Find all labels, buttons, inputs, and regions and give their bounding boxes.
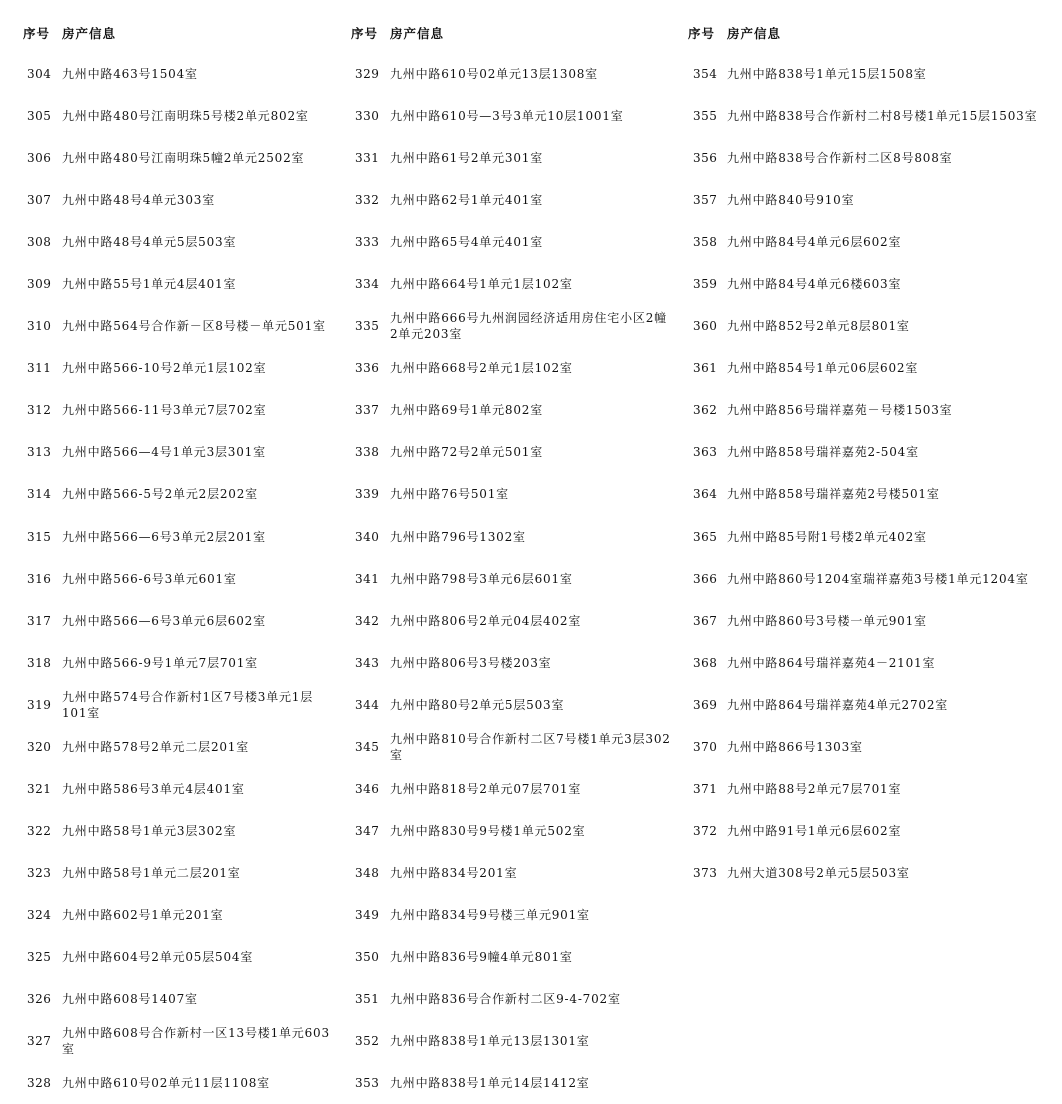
property-info [62, 978, 338, 1020]
serial-number: 336 [355, 361, 380, 376]
property-info-text: 九州中路806号3号楼203室 [390, 655, 552, 670]
table-row [338, 137, 674, 179]
property-info [727, 137, 1062, 179]
table-row [674, 53, 1062, 95]
serial-number: 315 [27, 529, 52, 544]
table-row [0, 684, 338, 726]
table-row [0, 726, 338, 768]
serial-number: 325 [27, 949, 52, 964]
property-info-header: 房产信息 [62, 26, 117, 41]
property-info-text: 九州中路806号2单元04层402室 [390, 613, 582, 628]
serial-number: 326 [27, 992, 52, 1007]
property-info [727, 95, 1062, 137]
serial-number: 333 [355, 235, 380, 250]
property-info [62, 473, 338, 515]
column-header [0, 22, 338, 44]
property-info [727, 768, 1062, 810]
property-info-text: 九州中路48号4单元5层503室 [62, 235, 237, 250]
property-info-text: 九州中路69号1单元802室 [390, 403, 544, 418]
property-info [727, 389, 1062, 431]
serial-number: 361 [693, 361, 718, 376]
property-info-text: 九州中路91号1单元6层602室 [727, 823, 902, 838]
property-info-text: 九州中路838号1单元15层1508室 [727, 67, 927, 81]
property-info [390, 305, 674, 347]
property-info-text: 九州中路566-6号3单元601室 [62, 571, 237, 586]
table-row [338, 389, 674, 431]
property-info [390, 852, 674, 894]
property-info-text: 九州中路858号瑞祥嘉苑2-504室 [727, 445, 919, 460]
property-info-text: 九州中路866号1303室 [727, 739, 863, 754]
property-info [390, 684, 674, 726]
property-info [390, 137, 674, 179]
serial-number: 371 [693, 781, 718, 796]
property-info-text: 九州中路48号4单元303室 [62, 193, 216, 208]
property-info-text: 九州中路834号9号楼三单元901室 [390, 907, 590, 922]
property-info [390, 810, 674, 852]
table-row [338, 894, 674, 936]
property-info [390, 221, 674, 263]
listing-rows [0, 53, 338, 1104]
serial-number: 362 [693, 403, 718, 418]
property-info-text: 九州中路566-11号3单元7层702室 [62, 403, 267, 418]
property-info-text: 九州中路798号3单元6层601室 [390, 571, 573, 586]
table-row [674, 642, 1062, 684]
table-row [674, 263, 1062, 305]
listing-rows [674, 53, 1062, 894]
table-row [338, 936, 674, 978]
property-info-text: 九州中路566—6号3单元6层602室 [62, 613, 266, 628]
property-info [727, 726, 1062, 768]
property-info [727, 852, 1062, 894]
serial-number: 352 [355, 1034, 380, 1049]
serial-number: 312 [27, 403, 52, 418]
table-row [0, 978, 338, 1020]
serial-number: 372 [693, 823, 718, 838]
table-row [338, 978, 674, 1020]
property-info [390, 894, 674, 936]
serial-number: 370 [693, 739, 718, 754]
property-info-text: 九州中路666号九州润园经济适用房住宅小区2幢2单元203室 [390, 311, 667, 342]
table-row [0, 389, 338, 431]
property-info-text: 九州中路796号1302室 [390, 529, 526, 544]
serial-number: 327 [27, 1034, 52, 1049]
serial-number: 353 [355, 1076, 380, 1091]
table-row [0, 179, 338, 221]
property-info [62, 516, 338, 558]
property-info-text: 九州中路854号1单元06层602室 [727, 361, 919, 376]
serial-number: 360 [693, 319, 718, 334]
serial-number: 358 [693, 235, 718, 250]
serial-number: 354 [693, 67, 718, 81]
serial-number: 373 [693, 865, 718, 880]
property-info [62, 600, 338, 642]
property-info [390, 600, 674, 642]
table-row [338, 179, 674, 221]
table-row [674, 305, 1062, 347]
property-info-text: 九州中路80号2单元5层503室 [390, 697, 565, 712]
property-info [390, 347, 674, 389]
table-row [674, 516, 1062, 558]
serial-number: 305 [27, 109, 52, 124]
serial-number: 309 [27, 277, 52, 292]
property-info [727, 642, 1062, 684]
property-info [62, 642, 338, 684]
property-info-text: 九州中路608号合作新村一区13号楼1单元603室 [62, 1026, 330, 1057]
property-info [390, 726, 674, 768]
table-row [0, 221, 338, 263]
property-info-text: 九州中路610号02单元11层1108室 [62, 1076, 270, 1091]
serial-number: 349 [355, 907, 380, 922]
property-info [62, 53, 338, 95]
property-info-text: 九州中路62号1单元401室 [390, 193, 544, 208]
property-info-text: 九州中路564号合作新－区8号楼－单元501室 [62, 319, 326, 334]
table-row [338, 473, 674, 515]
property-info [62, 1062, 338, 1104]
table-row [0, 431, 338, 473]
serial-number: 357 [693, 193, 718, 208]
table-row [674, 684, 1062, 726]
table-row [674, 473, 1062, 515]
table-row [0, 95, 338, 137]
property-info [727, 684, 1062, 726]
serial-number: 343 [355, 655, 380, 670]
property-info [727, 53, 1062, 95]
property-info-text: 九州中路566-9号1单元7层701室 [62, 655, 258, 670]
property-info-text: 九州中路864号瑞祥嘉苑4单元2702室 [727, 697, 949, 712]
serial-number: 307 [27, 193, 52, 208]
property-info-text: 九州中路860号3号楼一单元901室 [727, 613, 927, 628]
serial-number: 340 [355, 529, 380, 544]
serial-number: 321 [27, 781, 52, 796]
property-info [62, 347, 338, 389]
table-row [338, 600, 674, 642]
property-info-text: 九州中路55号1单元4层401室 [62, 277, 237, 292]
table-row [0, 558, 338, 600]
property-info [62, 894, 338, 936]
property-info-text: 九州中路65号4单元401室 [390, 235, 544, 250]
property-info [62, 810, 338, 852]
table-row [674, 221, 1062, 263]
property-info [390, 473, 674, 515]
table-row [338, 726, 674, 768]
serial-number: 322 [27, 823, 52, 838]
table-row [338, 53, 674, 95]
property-info [62, 137, 338, 179]
property-info-header: 房产信息 [727, 26, 782, 41]
table-row [0, 642, 338, 684]
property-info [727, 305, 1062, 347]
table-row [0, 1062, 338, 1104]
property-info-header: 房产信息 [390, 26, 445, 41]
table-row [674, 810, 1062, 852]
table-row [338, 1020, 674, 1062]
table-row [338, 347, 674, 389]
property-info-text: 九州中路480号江南明珠5号楼2单元802室 [62, 109, 309, 124]
property-info [62, 726, 338, 768]
property-info [390, 642, 674, 684]
serial-number: 346 [355, 781, 380, 796]
table-row [674, 347, 1062, 389]
serial-number: 332 [355, 193, 380, 208]
serial-number: 316 [27, 571, 52, 586]
property-info [62, 852, 338, 894]
property-info-text: 九州中路860号1204室瑞祥嘉苑3号楼1单元1204室 [727, 571, 1029, 586]
property-info [727, 810, 1062, 852]
property-info-text: 九州中路84号4单元6层602室 [727, 235, 902, 250]
serial-number: 342 [355, 613, 380, 628]
property-info [62, 558, 338, 600]
property-info [390, 53, 674, 95]
property-info [62, 179, 338, 221]
property-info-text: 九州中路566—4号1单元3层301室 [62, 445, 266, 460]
serial-number: 350 [355, 949, 380, 964]
serial-number: 314 [27, 487, 52, 502]
property-info-text: 九州中路84号4单元6楼603室 [727, 277, 902, 292]
table-row [0, 852, 338, 894]
table-row [0, 810, 338, 852]
property-info [390, 978, 674, 1020]
column-header [674, 22, 1062, 44]
property-info [727, 221, 1062, 263]
serial-number: 366 [693, 571, 718, 586]
property-info-text: 九州中路72号2单元501室 [390, 445, 544, 460]
serial-number: 323 [27, 865, 52, 880]
table-row [674, 137, 1062, 179]
table-row [0, 263, 338, 305]
serial-number: 310 [27, 319, 52, 334]
serial-number: 339 [355, 487, 380, 502]
serial-number: 313 [27, 445, 52, 460]
property-info-text: 九州中路838号1单元13层1301室 [390, 1034, 590, 1049]
table-row [338, 642, 674, 684]
serial-number: 319 [27, 697, 52, 712]
table-row [0, 137, 338, 179]
serial-number: 363 [693, 445, 718, 460]
property-info [390, 179, 674, 221]
serial-number: 367 [693, 613, 718, 628]
table-row [0, 305, 338, 347]
property-info-text: 九州中路566-10号2单元1层102室 [62, 361, 267, 376]
serial-number: 341 [355, 571, 380, 586]
property-info [727, 516, 1062, 558]
table-row [338, 263, 674, 305]
serial-number: 328 [27, 1076, 52, 1091]
property-info [62, 263, 338, 305]
table-row [674, 179, 1062, 221]
property-info-text: 九州中路830号9号楼1单元502室 [390, 823, 586, 838]
table-row [338, 95, 674, 137]
serial-number: 351 [355, 992, 380, 1007]
listing-column-2 [338, 0, 674, 1093]
table-row [0, 768, 338, 810]
property-info-text: 九州中路578号2单元二层201室 [62, 739, 250, 754]
serial-number-header: 序号 [23, 26, 51, 41]
property-info-text: 九州中路810号合作新村二区7号楼1单元3层302室 [390, 731, 671, 762]
table-row [0, 600, 338, 642]
property-info-text: 九州中路838号合作新村二村8号楼1单元15层1503室 [727, 109, 1038, 124]
table-row [674, 389, 1062, 431]
serial-number: 311 [27, 361, 52, 376]
property-info-text: 九州中路463号1504室 [62, 67, 198, 81]
table-row [338, 852, 674, 894]
property-info [390, 431, 674, 473]
serial-number: 306 [27, 151, 52, 166]
serial-number: 304 [27, 67, 52, 81]
property-info [390, 558, 674, 600]
serial-number: 331 [355, 151, 380, 166]
property-info [390, 389, 674, 431]
property-info [62, 221, 338, 263]
property-info-text: 九州中路838号合作新村二区8号808室 [727, 151, 953, 166]
serial-number: 324 [27, 907, 52, 922]
property-info-text: 九州中路856号瑞祥嘉苑－号楼1503室 [727, 403, 953, 418]
property-info-text: 九州中路610号02单元13层1308室 [390, 67, 598, 81]
property-info-text: 九州中路836号合作新村二区9-4-702室 [390, 992, 621, 1007]
serial-number: 359 [693, 277, 718, 292]
table-row [0, 347, 338, 389]
table-row [338, 1062, 674, 1104]
property-info-text: 九州中路85号附1号楼2单元402室 [727, 529, 927, 544]
listing-rows [338, 53, 674, 1104]
serial-number: 368 [693, 655, 718, 670]
property-info-text: 九州中路840号910室 [727, 193, 855, 208]
property-info-text: 九州中路852号2单元8层801室 [727, 319, 910, 334]
serial-number: 308 [27, 235, 52, 250]
property-info [390, 95, 674, 137]
property-info-text: 九州中路604号2单元05层504室 [62, 949, 254, 964]
table-row [0, 53, 338, 95]
property-info [390, 768, 674, 810]
serial-number: 345 [355, 739, 380, 754]
property-info [727, 600, 1062, 642]
property-info-text: 九州中路61号2单元301室 [390, 151, 544, 166]
listing-column-3 [674, 0, 1062, 1093]
serial-number: 317 [27, 613, 52, 628]
table-row [338, 305, 674, 347]
property-info [390, 1062, 674, 1104]
property-info-text: 九州中路838号1单元14层1412室 [390, 1076, 590, 1091]
property-info-text: 九州中路610号—3号3单元10层1001室 [390, 109, 624, 124]
serial-number: 330 [355, 109, 380, 124]
property-info-text: 九州中路834号201室 [390, 865, 518, 880]
table-row [674, 95, 1062, 137]
property-info [62, 305, 338, 347]
serial-number: 364 [693, 487, 718, 502]
serial-number: 347 [355, 823, 380, 838]
property-info [62, 684, 338, 726]
table-row [0, 894, 338, 936]
property-info-text: 九州中路58号1单元二层201室 [62, 865, 241, 880]
serial-number-header: 序号 [688, 26, 716, 41]
serial-number: 335 [355, 319, 380, 334]
property-info-text: 九州中路574号合作新村1区7号楼3单元1层101室 [62, 689, 314, 720]
table-row [674, 558, 1062, 600]
property-info-text: 九州中路664号1单元1层102室 [390, 277, 573, 292]
serial-number: 320 [27, 739, 52, 754]
property-info [390, 1020, 674, 1062]
serial-number: 334 [355, 277, 380, 292]
table-row [338, 431, 674, 473]
property-info [727, 473, 1062, 515]
table-row [674, 431, 1062, 473]
column-header [338, 22, 674, 44]
table-row [338, 221, 674, 263]
table-row [338, 558, 674, 600]
property-info-text: 九州中路818号2单元07层701室 [390, 781, 582, 796]
serial-number: 369 [693, 697, 718, 712]
property-info-text: 九州中路58号1单元3层302室 [62, 823, 237, 838]
table-row [674, 852, 1062, 894]
serial-number: 365 [693, 529, 718, 544]
property-info [390, 516, 674, 558]
table-row [338, 684, 674, 726]
serial-number: 348 [355, 865, 380, 880]
property-info [62, 431, 338, 473]
table-row [674, 726, 1062, 768]
serial-number: 355 [693, 109, 718, 124]
listing-column-1 [0, 0, 338, 1093]
table-row [0, 473, 338, 515]
property-info-text: 九州大道308号2单元5层503室 [727, 865, 910, 880]
property-info [62, 389, 338, 431]
property-info [390, 936, 674, 978]
property-info-text: 九州中路836号9幢4单元801室 [390, 949, 573, 964]
property-info [727, 347, 1062, 389]
table-row [338, 810, 674, 852]
serial-number: 344 [355, 697, 380, 712]
serial-number: 338 [355, 445, 380, 460]
table-row [338, 516, 674, 558]
property-info-text: 九州中路668号2单元1层102室 [390, 361, 573, 376]
property-info-text: 九州中路608号1407室 [62, 992, 198, 1007]
property-info-text: 九州中路586号3单元4层401室 [62, 781, 245, 796]
property-info-text: 九州中路566—6号3单元2层201室 [62, 529, 266, 544]
table-row [0, 516, 338, 558]
table-row [338, 768, 674, 810]
property-info [62, 1020, 338, 1062]
serial-number: 356 [693, 151, 718, 166]
property-info [727, 179, 1062, 221]
property-info-text: 九州中路858号瑞祥嘉苑2号楼501室 [727, 487, 940, 502]
table-row [674, 600, 1062, 642]
property-info-text: 九州中路88号2单元7层701室 [727, 781, 902, 796]
table-row [0, 1020, 338, 1062]
property-info-text: 九州中路566-5号2单元2层202室 [62, 487, 258, 502]
serial-number: 318 [27, 655, 52, 670]
property-info [62, 95, 338, 137]
table-row [674, 768, 1062, 810]
property-info [390, 263, 674, 305]
property-info-text: 九州中路480号江南明珠5幢2单元2502室 [62, 151, 305, 166]
property-info [727, 263, 1062, 305]
property-info-text: 九州中路76号501室 [390, 487, 509, 502]
table-row [0, 936, 338, 978]
property-info [727, 558, 1062, 600]
serial-number: 329 [355, 67, 380, 81]
serial-number-header: 序号 [351, 26, 379, 41]
property-info [62, 936, 338, 978]
property-info [727, 431, 1062, 473]
property-info-text: 九州中路602号1单元201室 [62, 907, 224, 922]
property-info [62, 768, 338, 810]
serial-number: 337 [355, 403, 380, 418]
property-info-text: 九州中路864号瑞祥嘉苑4－2101室 [727, 655, 936, 670]
